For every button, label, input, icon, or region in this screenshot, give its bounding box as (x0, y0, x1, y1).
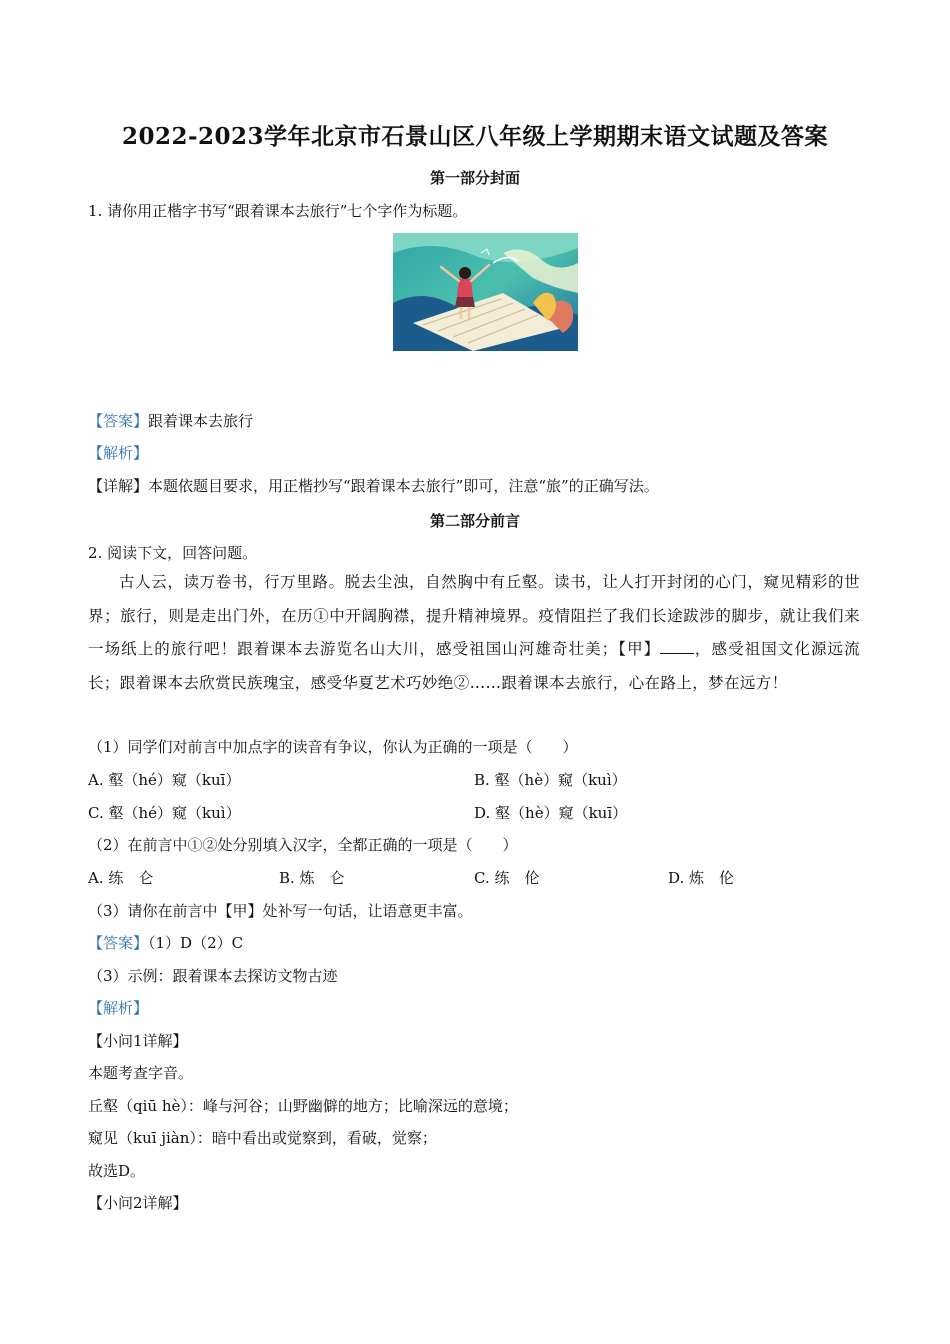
answer-text: （1）D（2）C (148, 934, 244, 952)
question-1-answer (88, 410, 253, 431)
sub1-option-a: A. 壑（hé）窥（kuī） (88, 771, 241, 789)
passage-part-b: ，感受祖国文化源远流长；跟着课本去欣赏民族瑰宝，感受华夏艺术巧妙绝②……跟着课本去旅行，心在路上，梦在远方！ (88, 640, 860, 692)
page-title: 2022-2023学年北京市石景山区八年级上学期期末语文试题及答案 (121, 123, 829, 150)
detail-tag: 【详解】 (88, 477, 149, 495)
fill-in-blank (660, 641, 694, 654)
question-2-analysis-tag: 【解析】 (88, 999, 149, 1017)
preface-passage (88, 566, 860, 700)
sub2-option-b: B. 炼 仑 (279, 869, 345, 887)
sub-question-2: （2）在前言中①②处分别填入汉字，全都正确的一项是（ ） (88, 836, 518, 854)
passage-part-a: 古人云，读万卷书，行万里路。脱去尘浊，自然胸中有丘壑。读书，让人打开封闭的心门，窥见精彩的世界；旅行，则是走出门外，在历①中开阔胸襟，提升精神境界。疫情阻拦了我们长途跋涉的脚步，就让我们来一场纸上的旅行吧！跟着课本去游览名山大川，感受祖国山河雄奇壮美；【甲】 (88, 573, 860, 658)
xiaowen-2-heading: 【小问2详解】 (88, 1194, 188, 1212)
question-2-prompt: 2. 阅读下文，回答问题。 (88, 544, 258, 562)
answer-text: 跟着课本去旅行 (148, 412, 254, 430)
sub1-option-b: B. 壑（hè）窥（kuì） (474, 771, 627, 789)
detail-text: 本题依题目要求，用正楷抄写“跟着课本去旅行”即可，注意“旅”的正确写法。 (148, 477, 659, 495)
question-1-analysis-tag: 【解析】 (88, 444, 149, 462)
xiaowen-1-line-3: 窥见（kuī jiàn）：暗中看出或觉察到，看破，觉察； (88, 1129, 437, 1147)
xiaowen-1-heading: 【小问1详解】 (88, 1032, 188, 1050)
question-1-prompt: 1. 请你用正楷字书写“跟着课本去旅行”七个字作为标题。 (88, 202, 468, 220)
sub-question-1: （1）同学们对前言中加点字的读音有争议，你认为正确的一项是（ ） (88, 738, 578, 756)
answer-tag: 【答案】 (88, 412, 149, 430)
sub-question-3: （3）请你在前言中【甲】处补写一句话，让语意更丰富。 (88, 902, 473, 920)
section-heading-preface: 第二部分前言 (429, 512, 520, 530)
cover-illustration (393, 233, 578, 351)
question-1-detail (88, 475, 659, 496)
xiaowen-1-line-2: 丘壑（qiū hè）：峰与河谷；山野幽僻的地方；比喻深远的意境； (88, 1097, 518, 1115)
sub1-option-c: C. 壑（hé）窥（kuì） (88, 804, 241, 822)
sub1-option-d: D. 壑（hè）窥（kuī） (474, 804, 628, 822)
sub2-option-d: D. 炼 伦 (668, 869, 735, 887)
section-heading-cover: 第一部分封面 (429, 169, 520, 187)
answer-tag: 【答案】 (88, 934, 149, 952)
girl-on-open-book-illustration (393, 233, 578, 351)
xiaowen-1-line-1: 本题考查字音。 (88, 1064, 194, 1082)
sub2-option-a: A. 练 仑 (88, 869, 154, 887)
xiaowen-1-line-4: 故选D。 (88, 1162, 146, 1180)
question-2-answer (88, 932, 243, 953)
answer-3-text: （3）示例：跟着课本去探访文物古迹 (88, 967, 338, 985)
sub2-option-c: C. 练 伦 (474, 869, 540, 887)
